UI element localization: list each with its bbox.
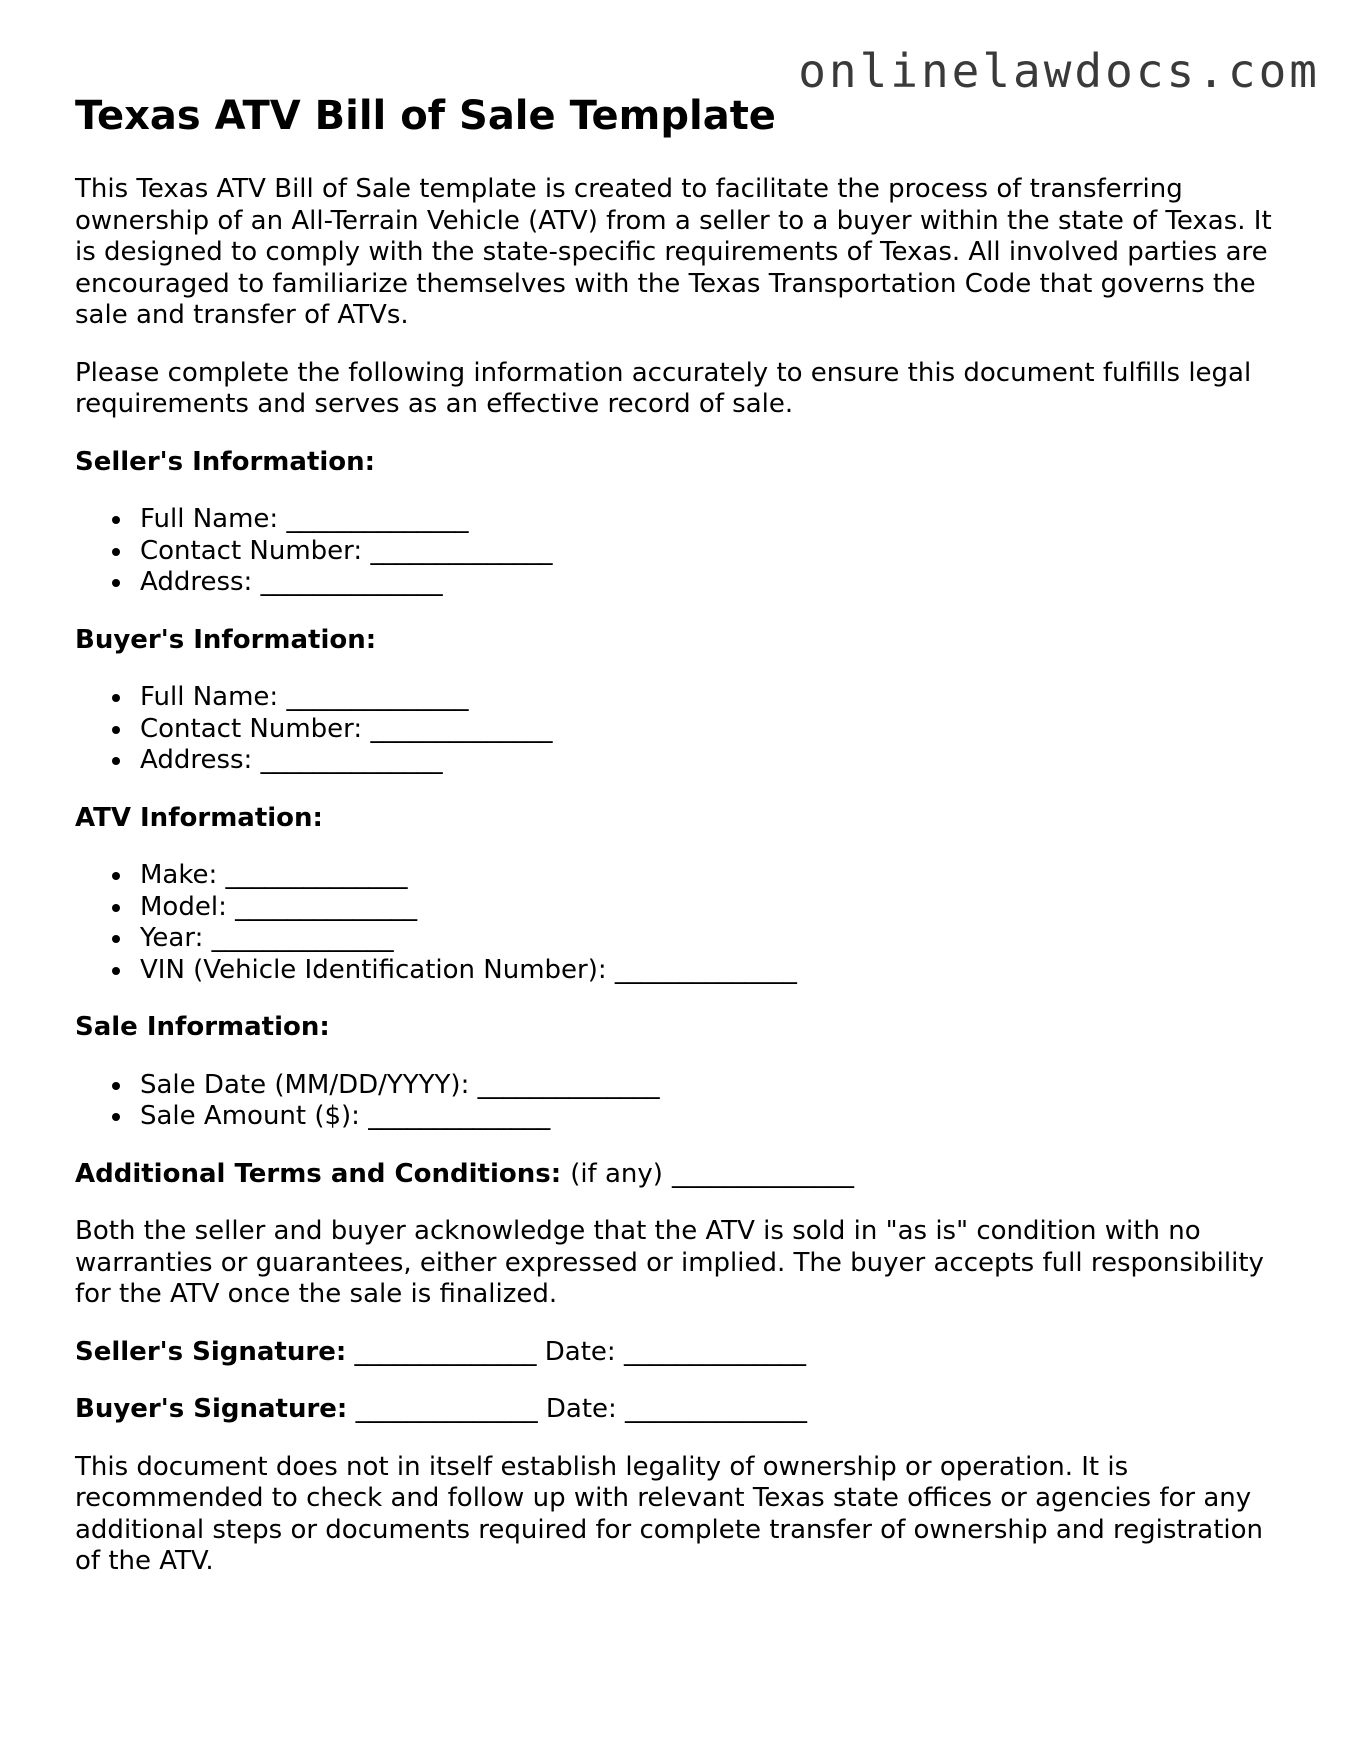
intro-paragraph: This Texas ATV Bill of Sale template is created to facilitate the process of transferring ownership of an All-Terrain Vehicle (ATV) from a seller to a buyer within the state of Texas. It is designed to comply with the state-specific requirements of Texas. All involved parties are encouraged to familiarize themselves with the Texas Transportation Code that governs the sale and transfer of ATVs.	[75, 174, 1272, 330]
blank-line: ______________	[260, 567, 443, 597]
blank-line: ______________	[370, 535, 553, 566]
list-item	[140, 923, 1290, 955]
document-title: Texas ATV Bill of Sale Template	[75, 93, 776, 139]
field-label: Make:	[140, 860, 218, 890]
seller-signature-row	[75, 1337, 1290, 1369]
blank-line: ______________	[260, 745, 443, 775]
blank-line: ______________	[623, 1336, 806, 1367]
watermark: onlinelawdocs.com	[798, 44, 1320, 98]
buyer-info-heading: Buyer's Information:	[75, 624, 377, 655]
buyer-info-list	[75, 682, 1290, 777]
list-item	[140, 860, 1290, 892]
additional-terms-note: (if any)	[570, 1158, 663, 1189]
instructions-paragraph: Please complete the following information accurately to ensure this document fulfills legal requirements and serves as an effective record of sale.	[75, 357, 1252, 419]
blank-line: ______________	[355, 1394, 538, 1424]
buyer-signature-label: Buyer's Signature:	[75, 1394, 348, 1424]
list-item	[140, 682, 1290, 714]
list-item	[140, 892, 1290, 924]
field-label: Full Name:	[140, 504, 279, 534]
blank-line: ______________	[211, 923, 394, 953]
date-label: Date:	[545, 1394, 617, 1424]
field-label: Full Name:	[140, 682, 279, 712]
field-label: Model:	[140, 891, 227, 922]
field-label: Sale Amount ($):	[140, 1101, 360, 1131]
list-item	[140, 1101, 1290, 1133]
blank-line: ______________	[225, 860, 408, 890]
field-label: Contact Number:	[140, 535, 363, 566]
closing-paragraph: This document does not in itself establish legality of ownership or operation. It is recommended to check and follow up with relevant Texas state offices or agencies for any additional steps or documents required for complete transfer of ownership and registration of the ATV.	[75, 1451, 1264, 1576]
blank-line: ______________	[286, 682, 469, 712]
blank-line: ______________	[368, 1101, 551, 1131]
list-item	[140, 536, 1290, 568]
additional-terms-line	[75, 1159, 1290, 1191]
atv-info-list	[75, 860, 1290, 986]
as-is-paragraph: Both the seller and buyer acknowledge that the ATV is sold in "as is" condition with no warranties or guarantees, either expressed or implied. The buyer accepts full responsibility for the ATV once the sale is finalized.	[75, 1216, 1264, 1309]
blank-line: ______________	[477, 1069, 660, 1100]
list-item	[140, 1070, 1290, 1102]
blank-line: ______________	[614, 954, 797, 985]
seller-info-list	[75, 504, 1290, 599]
field-label: Address:	[140, 567, 253, 597]
blank-line: ______________	[625, 1394, 808, 1424]
sale-info-list	[75, 1070, 1290, 1133]
field-label: Contact Number:	[140, 713, 363, 744]
list-item	[140, 955, 1290, 987]
buyer-signature-row	[75, 1394, 1290, 1426]
list-item	[140, 745, 1290, 777]
list-item	[140, 714, 1290, 746]
document-page	[75, 92, 1290, 1604]
blank-line: ______________	[370, 713, 553, 744]
blank-line: ______________	[354, 1336, 537, 1367]
field-label: Year:	[140, 923, 204, 953]
atv-info-heading: ATV Information:	[75, 802, 323, 833]
blank-line: ______________	[286, 504, 469, 534]
field-label: Address:	[140, 745, 253, 775]
field-label: VIN (Vehicle Identification Number):	[140, 954, 607, 985]
blank-line: ______________	[671, 1158, 854, 1189]
field-label: Sale Date (MM/DD/YYYY):	[140, 1069, 470, 1100]
list-item	[140, 504, 1290, 536]
date-label: Date:	[544, 1336, 616, 1367]
sale-info-heading: Sale Information:	[75, 1012, 330, 1042]
list-item	[140, 567, 1290, 599]
seller-info-heading: Seller's Information:	[75, 446, 376, 477]
additional-terms-label: Additional Terms and Conditions:	[75, 1158, 562, 1189]
blank-line: ______________	[235, 891, 418, 922]
seller-signature-label: Seller's Signature:	[75, 1336, 347, 1367]
